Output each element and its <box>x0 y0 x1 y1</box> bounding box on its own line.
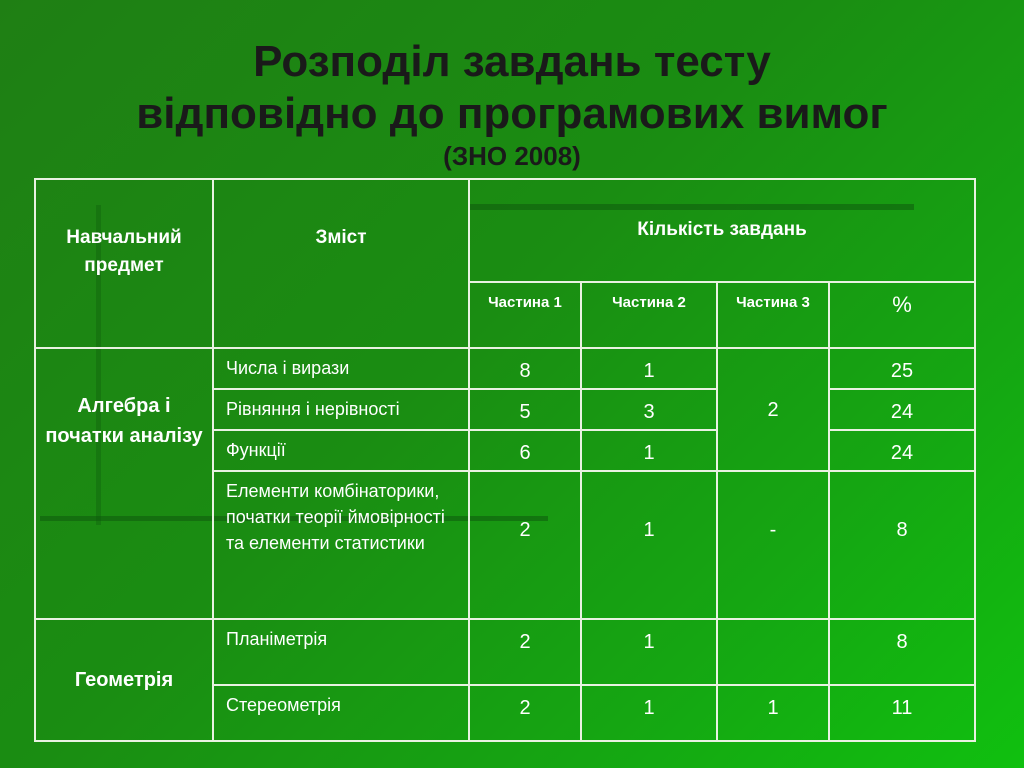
percent-cell: 8 <box>829 471 975 619</box>
slide-subtitle: (ЗНО 2008) <box>443 141 581 171</box>
part-1-cell: 2 <box>469 471 581 619</box>
percent-cell: 8 <box>829 619 975 685</box>
part-2-cell: 1 <box>581 348 717 389</box>
header-percent: % <box>829 282 975 348</box>
part-2-cell: 1 <box>581 685 717 741</box>
header-part-1: Частина 1 <box>469 282 581 348</box>
subject-geometry: Геометрія <box>35 619 213 741</box>
part-1-cell: 8 <box>469 348 581 389</box>
part-1-cell: 2 <box>469 619 581 685</box>
subject-algebra: Алгебра і початки аналізу <box>35 348 213 619</box>
title-line-2: відповідно до програмових вимог <box>136 89 888 138</box>
task-distribution-table <box>34 178 976 742</box>
part-2-cell: 1 <box>581 430 717 471</box>
header-part-3: Частина 3 <box>717 282 829 348</box>
percent-cell: 25 <box>829 348 975 389</box>
header-content: Зміст <box>213 179 469 348</box>
part-1-cell: 5 <box>469 389 581 430</box>
part-2-cell: 3 <box>581 389 717 430</box>
part-3-cell: 1 <box>717 685 829 741</box>
percent-cell: 11 <box>829 685 975 741</box>
topic-cell: Рівняння і нерівності <box>213 389 469 430</box>
topic-cell: Елементи комбінаторики, початки теорії ймовірності та елементи статистики <box>213 471 469 619</box>
part-2-cell: 1 <box>581 471 717 619</box>
slide-title <box>0 36 1024 172</box>
topic-cell: Планіметрія <box>213 619 469 685</box>
percent-cell: 24 <box>829 389 975 430</box>
part-1-cell: 2 <box>469 685 581 741</box>
table-row <box>35 348 975 389</box>
title-line-1: Розподіл завдань тесту <box>253 37 771 86</box>
part-3-merged-cell: 2 <box>717 348 829 471</box>
part-1-cell: 6 <box>469 430 581 471</box>
part-3-cell <box>717 619 829 685</box>
topic-cell: Функції <box>213 430 469 471</box>
header-subject: Навчальний предмет <box>35 179 213 348</box>
part-3-cell: - <box>717 471 829 619</box>
table-row <box>35 619 975 685</box>
topic-cell: Стереометрія <box>213 685 469 741</box>
header-part-2: Частина 2 <box>581 282 717 348</box>
topic-cell: Числа і вирази <box>213 348 469 389</box>
part-2-cell: 1 <box>581 619 717 685</box>
percent-cell: 24 <box>829 430 975 471</box>
header-task-count: Кількість завдань <box>469 179 975 282</box>
